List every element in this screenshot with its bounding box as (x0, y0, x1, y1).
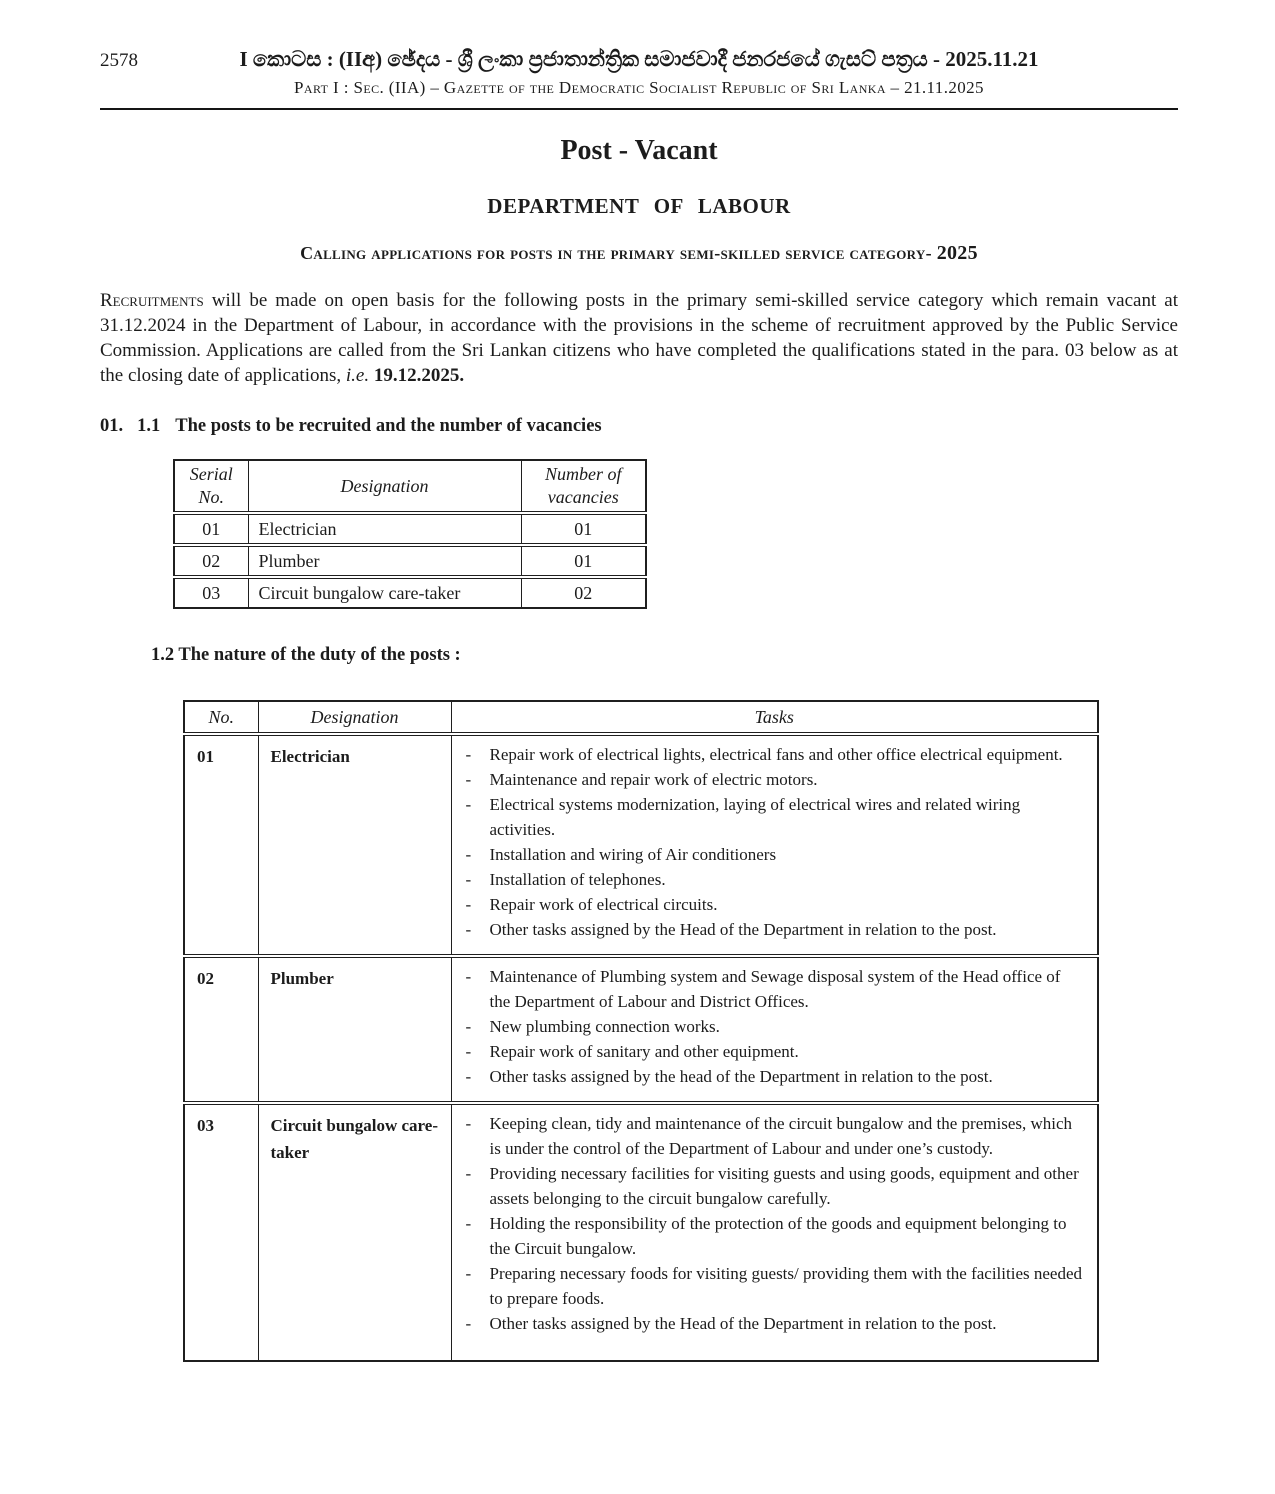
designation-cell: Plumber (258, 956, 451, 1103)
task-item: - Providing necessary facilities for visiting guests and using goods, equipment and other assets belonging to the circuit bungalow carefully. (464, 1161, 1086, 1211)
vacancies-cell: 01 (521, 513, 646, 545)
table-row-electrician (184, 734, 1098, 956)
serial-no-cell: 03 (174, 577, 248, 608)
notice-subtitle (100, 241, 1178, 265)
masthead (100, 44, 1178, 99)
intro-lead-word: Recruitments (100, 290, 204, 311)
table-row-plumber (184, 956, 1098, 1103)
table-row (174, 545, 646, 577)
table-row (174, 577, 646, 608)
vacancies-cell: 02 (521, 577, 646, 608)
vacancy-table-header-row (174, 460, 646, 513)
task-item: - Maintenance and repair work of electric motors. (464, 767, 1086, 792)
designation-cell: Circuit bungalow care-taker (258, 1103, 451, 1361)
task-item: - Installation of telephones. (464, 867, 1086, 892)
col-header-vacancies: Number of vacancies (521, 460, 646, 513)
page-number: 2578 (100, 50, 138, 71)
task-item: - Electrical systems modernization, laying of electrical wires and related wiring activities. (464, 792, 1086, 842)
duty-table (183, 700, 1099, 1362)
col-header-designation: Designation (248, 460, 521, 513)
designation-cell: Electrician (258, 734, 451, 956)
intro-paragraph (100, 288, 1178, 388)
task-list (464, 742, 1086, 942)
designation-cell: Electrician (248, 513, 521, 545)
designation-cell: Plumber (248, 545, 521, 577)
task-item: - Maintenance of Plumbing system and Sewage disposal system of the Head office of the Department of Labour and District Offices. (464, 964, 1086, 1014)
table-row-caretaker (184, 1103, 1098, 1361)
section-title-text: The posts to be recruited and the number of vacancies (175, 416, 602, 436)
serial-no-cell: 01 (174, 513, 248, 545)
masthead-divider-rule (100, 108, 1178, 110)
col-header-designation: Designation (258, 701, 451, 734)
serial-no-cell: 02 (174, 545, 248, 577)
intro-body-text: will be made on open basis for the following posts in the primary semi-skilled service category which remain vacant at 31.12.2024 in the Department of Labour, in accordance with the provisions in the scheme of recruitment approved by the Public Service Commission. Applications are called from the Sri Lankan citizens who have completed the qualifications stated in the para. 03 below as at the closing date of applications, (100, 290, 1178, 386)
duty-table-header-row (184, 701, 1098, 734)
col-header-serial-no: Serial No. (174, 460, 248, 513)
task-item: - Repair work of sanitary and other equipment. (464, 1039, 1086, 1064)
subsection-number: 1.1 (137, 416, 161, 436)
intro-ie-abbrev: i.e. (345, 365, 370, 386)
task-list (464, 964, 1086, 1089)
vacancies-cell: 01 (521, 545, 646, 577)
tasks-cell (451, 734, 1098, 956)
section-1-2-heading: 1.2 The nature of the duty of the posts : (151, 645, 461, 665)
task-item: - Preparing necessary foods for visiting guests/ providing them with the facilities needed to prepare foods. (464, 1261, 1086, 1311)
section-1-1-heading (100, 415, 1178, 438)
tasks-cell (451, 1103, 1098, 1361)
subtitle-text: Calling applications for posts in the primary semi-skilled service category- (300, 243, 932, 263)
col-header-tasks: Tasks (451, 701, 1098, 734)
section-number: 01. (100, 416, 124, 436)
masthead-english-line: Part I : Sec. (IIA) – Gazette of the Democratic Socialist Republic of Sri Lanka – 21.11.2025 (294, 78, 984, 97)
tasks-cell (451, 956, 1098, 1103)
designation-cell: Circuit bungalow care-taker (248, 577, 521, 608)
task-item: - Repair work of electrical circuits. (464, 892, 1086, 917)
vacancy-table (173, 459, 647, 609)
masthead-sinhala-line: I කොටස : (IIඅ) ඡේදය - ශ්‍රී ලංකා ප්‍රජාතාන්ත්‍රික සමාජවාදී ජනරජයේ ගැසට් පත්‍රය - 2025.11.21 (239, 47, 1039, 71)
task-item: - Installation and wiring of Air conditioners (464, 842, 1086, 867)
no-cell: 01 (184, 734, 258, 956)
task-item: - Holding the responsibility of the protection of the goods and equipment belonging to the Circuit bungalow. (464, 1211, 1086, 1261)
task-item: - Other tasks assigned by the head of the Department in relation to the post. (464, 1064, 1086, 1089)
task-item: - Other tasks assigned by the Head of the Department in relation to the post. (464, 917, 1086, 942)
department-name: DEPARTMENT OF LABOUR (487, 194, 791, 218)
no-cell: 02 (184, 956, 258, 1103)
no-cell: 03 (184, 1103, 258, 1361)
table-row (174, 513, 646, 545)
closing-date: 19.12.2025. (373, 365, 465, 386)
task-item: - Other tasks assigned by the Head of the Department in relation to the post. (464, 1311, 1086, 1336)
task-item: - Repair work of electrical lights, electrical fans and other office electrical equipment. (464, 742, 1086, 767)
subtitle-year: 2025 (936, 242, 978, 264)
task-list (464, 1111, 1086, 1336)
col-header-no: No. (184, 701, 258, 734)
task-item: - New plumbing connection works. (464, 1014, 1086, 1039)
notice-title: Post - Vacant (560, 135, 718, 166)
task-item: - Keeping clean, tidy and maintenance of the circuit bungalow and the premises, which is under the control of the Department of Labour and under one’s custody. (464, 1111, 1086, 1161)
